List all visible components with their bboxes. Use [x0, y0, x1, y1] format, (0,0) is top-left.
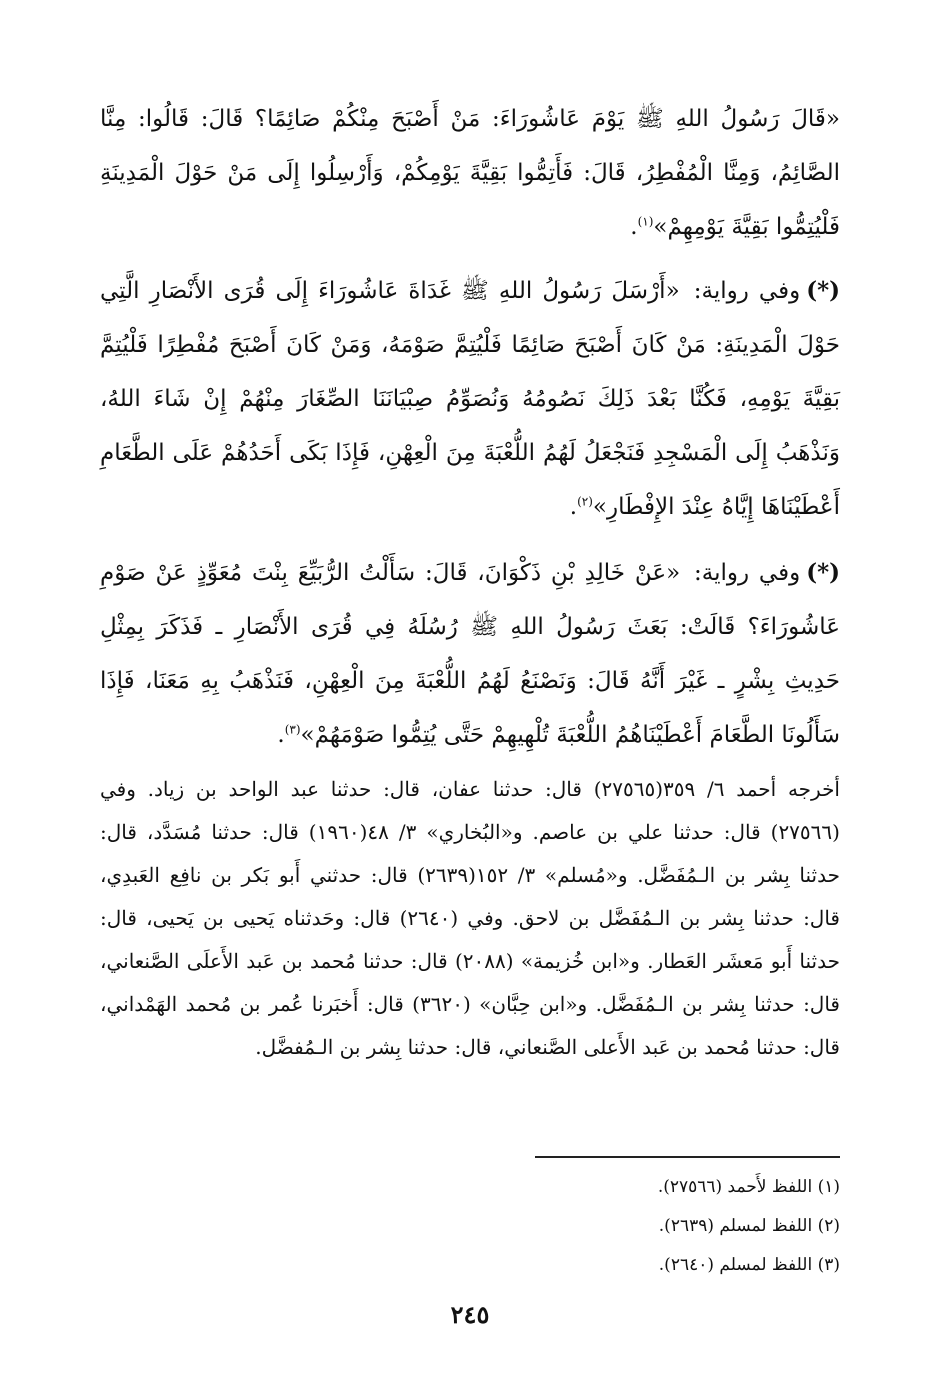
footnote-3: (٣) اللفظ لمسلم (٢٦٤٠).	[658, 1255, 840, 1275]
riwaya-lead-2: وفي رواية:	[693, 278, 801, 304]
hadith-3-end: .	[277, 722, 285, 748]
hadith-1-text: «قَالَ رَسُولُ اللهِ ﷺ يَوْمَ عَاشُورَاءَ: مَنْ أَصْبَحَ مِنْكُمْ صَائِمًا؟ قَالَ: قَالُوا: مِنَّا الصَّائِمُ، وَمِنَّا الْمُفْطِرُ، قَالَ: فَأَتِمُّوا بَقِيَّةَ يَوْمِكُمْ، وَأَرْسِلُوا إِلَى مَنْ حَوْلَ الْمَدِينَةِ فَلْيُتِمُّوا بَقِيَّةَ يَوْمِهِمْ»	[100, 106, 840, 240]
page-number: ٢٤٥	[450, 1300, 490, 1329]
main-text	[100, 92, 840, 1069]
footnote-1: (١) اللفظ لأَحمد (٢٧٥٦٦).	[657, 1177, 840, 1197]
hadith-2-end: .	[569, 494, 578, 520]
footnote-2: (٢) اللفظ لمسلم (٢٦٣٩).	[658, 1216, 840, 1236]
hadith-1-end: .	[630, 214, 638, 240]
hadith-3-paragraph	[100, 546, 840, 762]
hadith-2-text: «أَرْسَلَ رَسُولُ اللهِ ﷺ غَدَاةَ عَاشُورَاءَ إِلَى قُرَى الأَنْصَارِ الَّتِي حَوْلَ الْمَدِينَةِ: مَنْ كَانَ أَصْبَحَ صَائِمًا فَلْيُتِمَّ صَوْمَهُ، وَمَنْ كَانَ أَصْبَحَ مُفْطِرًا فَلْيُتِمَّ بَقِيَّةَ يَوْمِهِ، فَكُنَّا بَعْدَ ذَلِكَ نَصُومُهُ وَنُصَوِّمُ صِبْيَانَنَا الصِّغَارَ مِنْهُمْ إِنْ شَاءَ اللهُ، وَنَذْهَبُ إِلَى الْمَسْجِدِ فَنَجْعَلُ لَهُمُ اللُّعْبَةَ مِنَ الْعِهْنِ، فَإِذَا بَكَى أَحَدُهُمْ عَلَى الطَّعَامِ أَعْطَيْنَاهَا إِيَّاهُ عِنْدَ الإِفْطَارِ»	[100, 278, 840, 520]
footnote-ref-3: (٣)	[284, 722, 301, 737]
riwaya-marker-3: (*)	[806, 559, 841, 586]
hadith-1-paragraph	[100, 92, 840, 254]
hadith-2-paragraph	[100, 264, 840, 534]
takhrij-paragraph: أخرجه أحمد ٦/ ٣٥٩(٢٧٥٦٥) قال: حدثنا عفان، قال: حدثنا عبد الواحد بن زياد. وفي (٢٧٥٦٦) قال: حدثنا علي بن عاصم. و«البُخاري» ٣/ ٤٨(١٩٦٠) قال: حدثنا مُسَدَّد، قال: حدثنا بِشر بن الـمُفَضَّل. و«مُسلم» ٣/ ١٥٢(٢٦٣٩) قال: حدثني أَبو بَكر بن نافِع العَبدِي، قال: حدثنا بِشر بن الـمُفَضَّل بن لاحق. وفي (٢٦٤٠) قال: وحَدثناه يَحيى بن يَحيى، قال: حدثنا أَبو مَعشَر العَطار. و«ابن خُزيمة» (٢٠٨٨) قال: حدثنا مُحمد بن عَبد الأَعلَى الصَّنعاني، قال: حدثنا بِشر بن الـمُفَضَّل. و«ابن حِبَّان» (٣٦٢٠) قال: أَخبَرنا عُمر بن مُحمد الهَمْداني، قال: حدثنا مُحمد بن عَبد الأَعلى الصَّنعاني، قال: حدثنا بِشر بن الـمُفضَّل.	[100, 777, 840, 1059]
riwaya-marker-2: (*)	[806, 277, 840, 304]
footnote-separator	[535, 1156, 840, 1158]
footnote-ref-2: (٢)	[577, 494, 593, 509]
riwaya-lead-3: وفي رواية:	[694, 560, 801, 586]
hadith-3-text: «عَنْ خَالِدِ بْنِ ذَكْوَانَ، قَالَ: سَأَلْتُ الرُّبَيِّعَ بِنْتَ مُعَوِّذٍ عَنْ صَوْمِ عَاشُورَاءَ؟ قَالَتْ: بَعَثَ رَسُولُ اللهِ ﷺ رُسُلَهُ فِي قُرَى الأَنْصَارِ ـ فَذَكَرَ بِمِثْلِ حَدِيثِ بِشْرٍ ـ غَيْرَ أَنَّهُ قَالَ: وَنَصْنَعُ لَهُمُ اللُّعْبَةَ مِنَ الْعِهْنِ، فَنَذْهَبُ بِهِ مَعَنَا، فَإِذَا سَأَلُونَا الطَّعَامَ أَعْطَيْنَاهُمُ اللُّعْبَةَ تُلْهِيهِمْ حَتَّى يُتِمُّوا صَوْمَهُمْ»	[100, 560, 840, 748]
footnotes	[100, 1168, 840, 1285]
footnote-ref-1: (١)	[637, 214, 654, 229]
